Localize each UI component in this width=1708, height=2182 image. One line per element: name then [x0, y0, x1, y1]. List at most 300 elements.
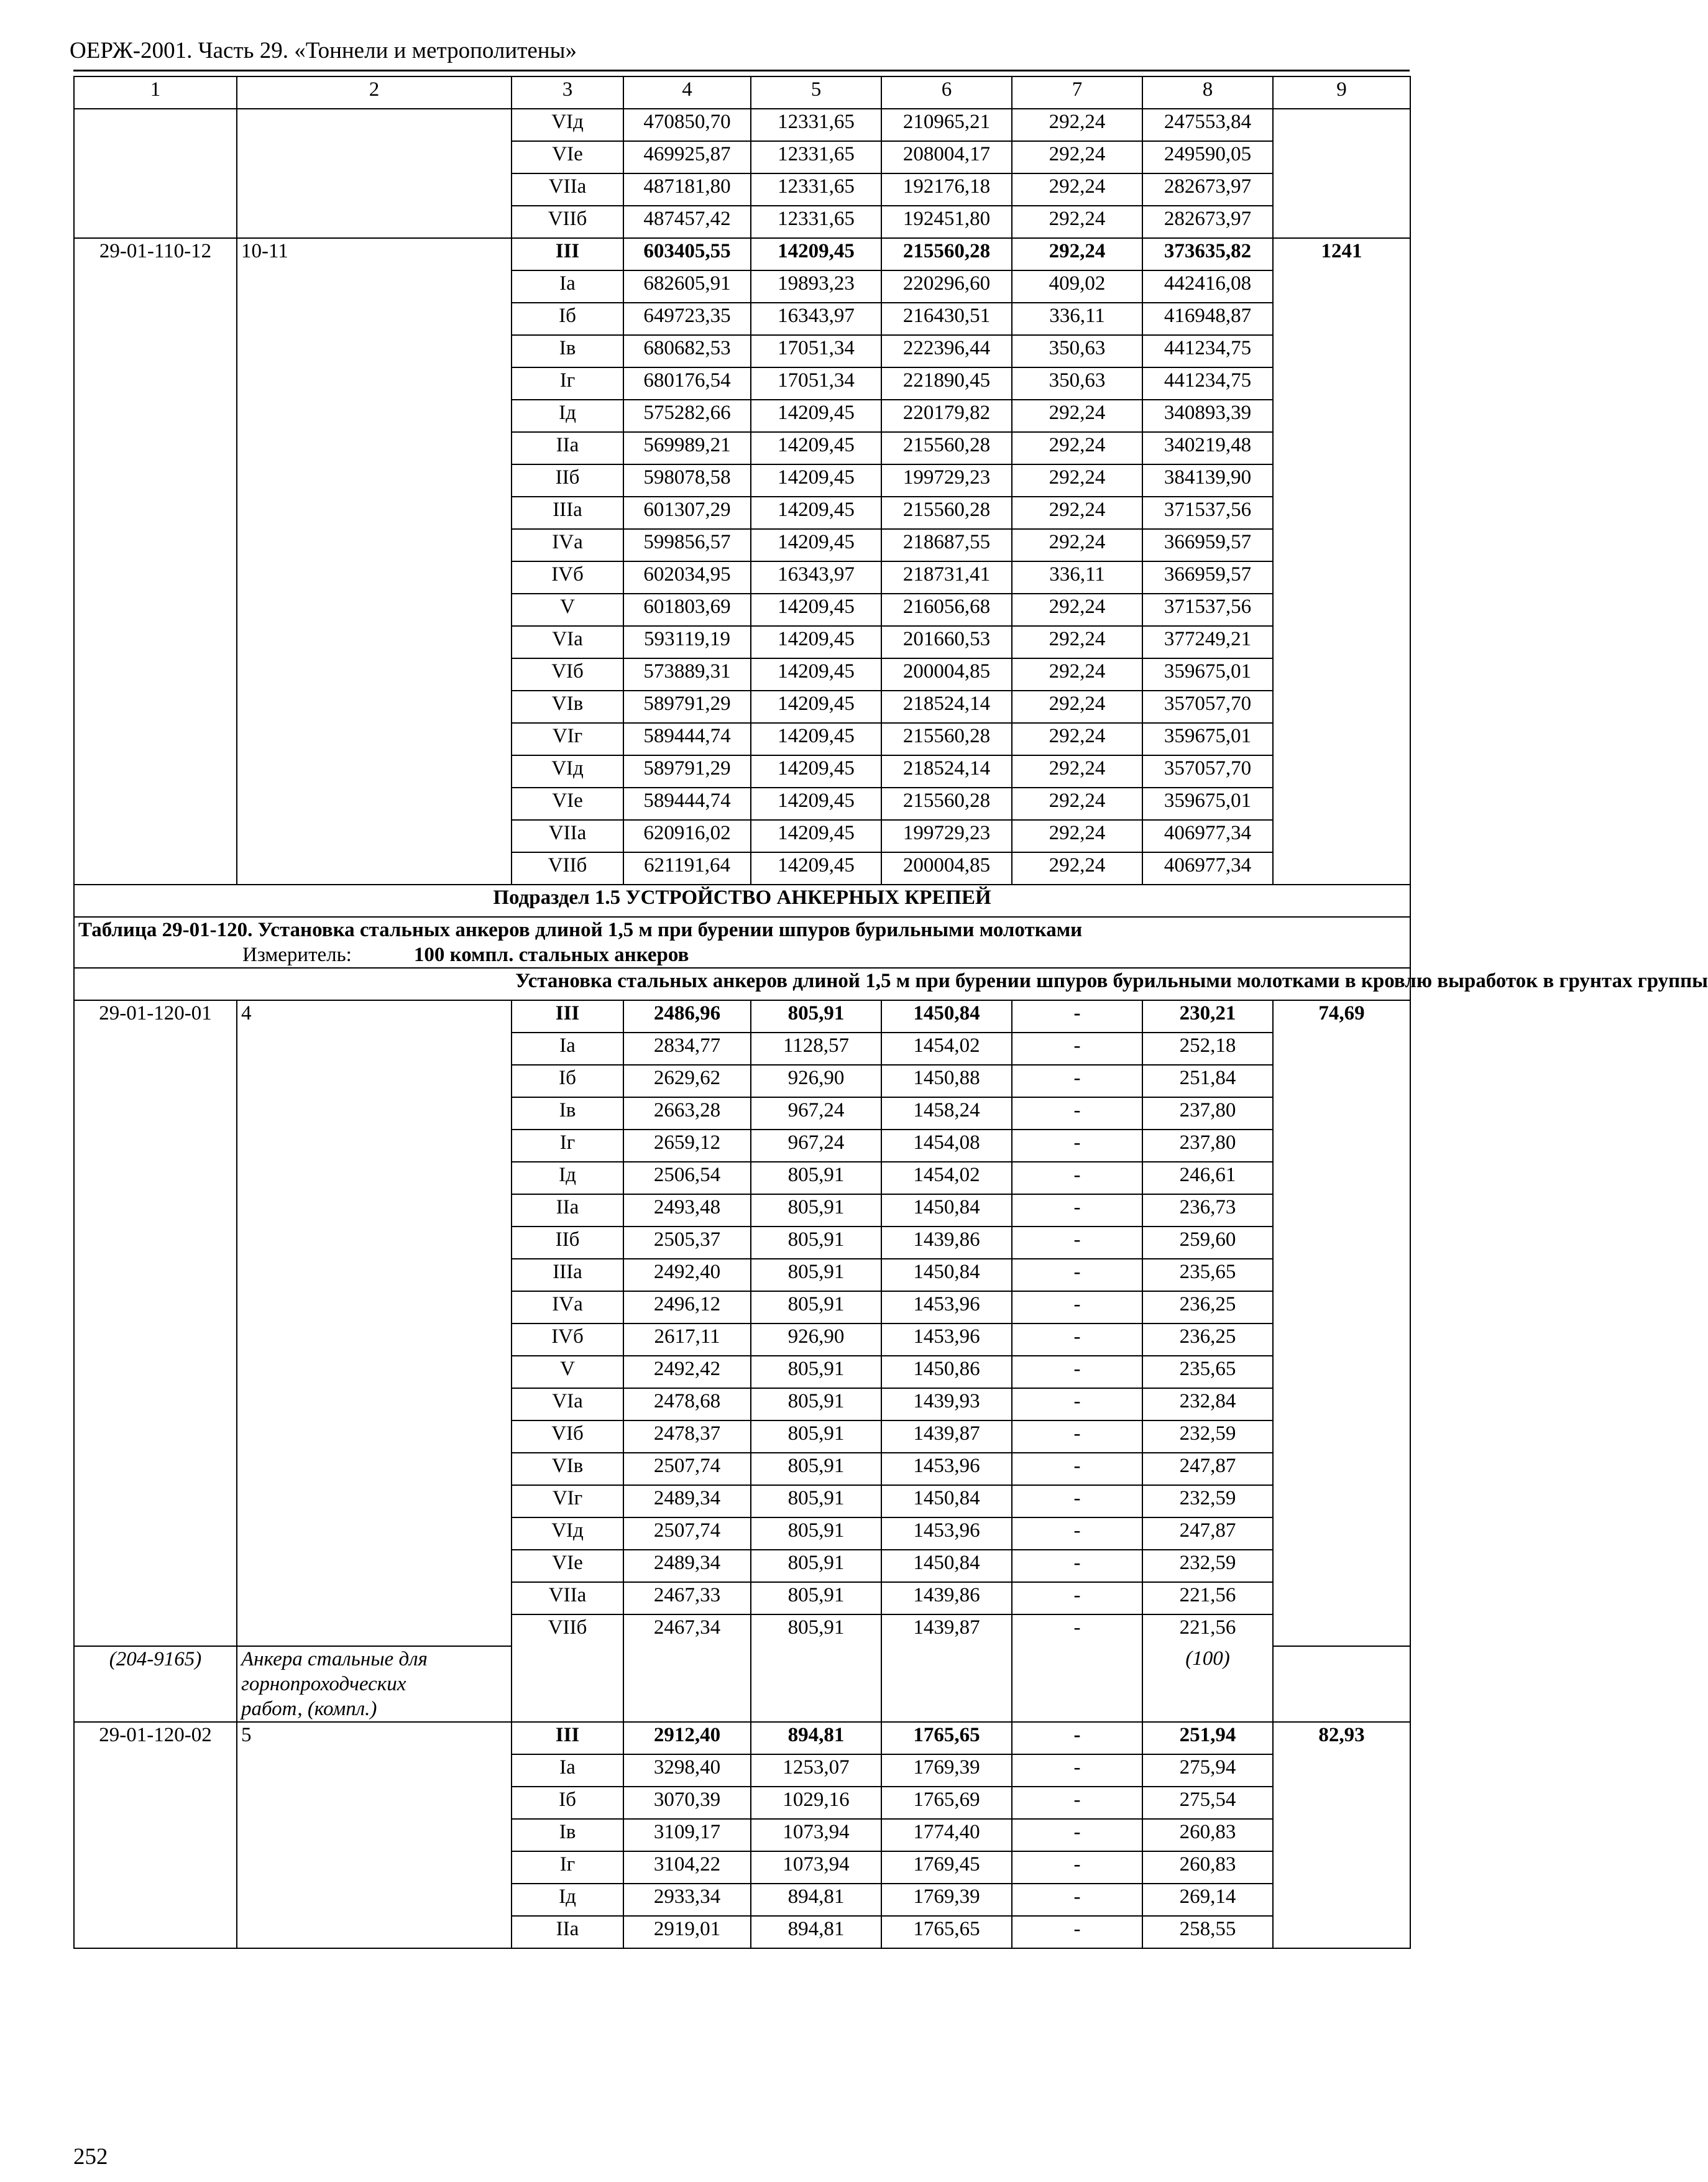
cost-value-c4: 2834,77	[623, 1033, 751, 1065]
work-param-cell	[237, 788, 512, 820]
labor-total-cell	[1273, 1130, 1410, 1162]
empty-cell	[751, 1646, 881, 1722]
work-param-cell	[237, 1227, 512, 1259]
table-row	[74, 561, 1410, 594]
cost-value-c7: -	[1012, 1097, 1142, 1130]
cost-value-c4: 601803,69	[623, 594, 751, 626]
soil-group: Iб	[512, 303, 623, 335]
cost-value-c6: 1453,96	[881, 1323, 1012, 1356]
work-param-cell	[237, 141, 512, 173]
cost-value-c8: 237,80	[1142, 1097, 1273, 1130]
soil-group: Iг	[512, 1130, 623, 1162]
rate-code-cell	[74, 464, 237, 497]
cost-value-c5: 14209,45	[751, 788, 881, 820]
cost-value-c5: 926,90	[751, 1323, 881, 1356]
cost-value-c6: 1774,40	[881, 1819, 1012, 1851]
soil-group: Iд	[512, 1884, 623, 1916]
table-row	[74, 335, 1410, 367]
cost-value-c6: 210965,21	[881, 109, 1012, 141]
cost-value-c7: 292,24	[1012, 464, 1142, 497]
cost-value-c8: 251,94	[1142, 1722, 1273, 1754]
cost-value-c5: 17051,34	[751, 367, 881, 400]
work-param-cell	[237, 432, 512, 464]
labor-total-cell	[1273, 594, 1410, 626]
soil-group: VIе	[512, 141, 623, 173]
cost-value-c5: 926,90	[751, 1065, 881, 1097]
labor-total-cell	[1273, 1485, 1410, 1517]
work-param-cell	[237, 1420, 512, 1453]
cost-value-c5: 805,91	[751, 1162, 881, 1194]
table-title: Таблица 29-01-120. Установка стальных анкеров длиной 1,5 м при бурении шпуров бурильными молотками	[78, 919, 1083, 941]
rate-code-cell	[74, 594, 237, 626]
cost-value-c6: 200004,85	[881, 852, 1012, 885]
subsection-title: Подраздел 1.5 УСТРОЙСТВО АНКЕРНЫХ КРЕПЕЙ	[74, 885, 1410, 917]
cost-value-c4: 2492,40	[623, 1259, 751, 1291]
rate-code: 29-01-120-02	[74, 1722, 237, 1754]
section-desc: Установка стальных анкеров длиной 1,5 м при бурении шпуров бурильными молотками в кровлю выработок в грунтах группы	[512, 968, 1410, 1000]
soil-group: VIб	[512, 1420, 623, 1453]
cost-value-c8: 442416,08	[1142, 270, 1273, 303]
cost-value-c4: 682605,91	[623, 270, 751, 303]
cost-value-c8: 247,87	[1142, 1517, 1273, 1550]
cost-value-c7: 292,24	[1012, 658, 1142, 691]
soil-group: IIб	[512, 1227, 623, 1259]
cost-value-c8: 260,83	[1142, 1851, 1273, 1884]
cost-value-c4: 603405,55	[623, 238, 751, 270]
cost-value-c8: 373635,82	[1142, 238, 1273, 270]
table-row	[74, 173, 1410, 206]
cost-value-c5: 14209,45	[751, 658, 881, 691]
column-number: 4	[623, 76, 751, 109]
work-param-cell	[237, 1550, 512, 1582]
table-row	[74, 367, 1410, 400]
cost-value-c7: 336,11	[1012, 303, 1142, 335]
cost-value-c4: 2507,74	[623, 1453, 751, 1485]
cost-value-c4: 3298,40	[623, 1754, 751, 1787]
column-number: 7	[1012, 76, 1142, 109]
cost-value-c4: 2617,11	[623, 1323, 751, 1356]
cost-value-c8: 232,59	[1142, 1485, 1273, 1517]
soil-group: IIа	[512, 1916, 623, 1948]
material-code: (204-9165)	[74, 1646, 237, 1722]
table-row	[74, 238, 1410, 270]
cost-value-c7: -	[1012, 1517, 1142, 1550]
cost-value-c7: -	[1012, 1356, 1142, 1388]
cost-value-c7: 292,24	[1012, 109, 1142, 141]
rate-code-cell	[74, 1485, 237, 1517]
rate-code-cell	[74, 1033, 237, 1065]
cost-value-c6: 216056,68	[881, 594, 1012, 626]
cost-value-c8: 230,21	[1142, 1000, 1273, 1033]
cost-value-c8: 236,25	[1142, 1323, 1273, 1356]
labor-total-cell	[1273, 561, 1410, 594]
table-row	[74, 432, 1410, 464]
work-param-cell	[237, 1097, 512, 1130]
rates-table	[73, 76, 1708, 1949]
work-param-cell	[237, 1388, 512, 1420]
cost-value-c5: 805,91	[751, 1550, 881, 1582]
cost-value-c4: 487181,80	[623, 173, 751, 206]
soil-group: VIа	[512, 1388, 623, 1420]
rate-code-cell	[74, 1453, 237, 1485]
measure-label: Измеритель:	[242, 944, 352, 966]
cost-value-c8: 406977,34	[1142, 820, 1273, 852]
soil-group: Iв	[512, 1819, 623, 1851]
table-row	[74, 141, 1410, 173]
table-row	[74, 1194, 1410, 1227]
cost-value-c4: 2507,74	[623, 1517, 751, 1550]
cost-value-c4: 2933,34	[623, 1884, 751, 1916]
labor-total-cell	[1273, 788, 1410, 820]
cost-value-c5: 805,91	[751, 1356, 881, 1388]
work-param-cell	[237, 1916, 512, 1948]
rate-code-cell	[74, 1130, 237, 1162]
table-row	[74, 820, 1410, 852]
table-row	[74, 1754, 1410, 1787]
cost-value-c6: 222396,44	[881, 335, 1012, 367]
cost-value-c5: 805,91	[751, 1000, 881, 1033]
cost-value-c5: 17051,34	[751, 335, 881, 367]
cost-value-c6: 1769,39	[881, 1754, 1012, 1787]
table-row	[74, 1582, 1410, 1614]
cost-value-c5: 12331,65	[751, 141, 881, 173]
table-row	[74, 1323, 1410, 1356]
work-param-cell	[237, 658, 512, 691]
rate-code-cell	[74, 1517, 237, 1550]
cost-value-c6: 221890,45	[881, 367, 1012, 400]
soil-group: Iв	[512, 335, 623, 367]
cost-value-c7: 292,24	[1012, 432, 1142, 464]
cost-value-c7: -	[1012, 1916, 1142, 1948]
cost-value-c4: 2489,34	[623, 1550, 751, 1582]
table-row	[74, 1130, 1410, 1162]
cost-value-c7: -	[1012, 1162, 1142, 1194]
soil-group: VIIб	[512, 1614, 623, 1646]
cost-value-c8: 377249,21	[1142, 626, 1273, 658]
work-param-cell	[237, 1851, 512, 1884]
cost-value-c7: 292,24	[1012, 497, 1142, 529]
soil-group: Iб	[512, 1065, 623, 1097]
cost-value-c6: 218687,55	[881, 529, 1012, 561]
cost-value-c4: 589444,74	[623, 788, 751, 820]
rate-code-cell	[74, 1356, 237, 1388]
cost-value-c7: -	[1012, 1754, 1142, 1787]
cost-value-c8: 416948,87	[1142, 303, 1273, 335]
cost-value-c6: 1454,02	[881, 1162, 1012, 1194]
soil-group: VIIб	[512, 206, 623, 238]
cost-value-c8: 406977,34	[1142, 852, 1273, 885]
cost-value-c5: 1128,57	[751, 1033, 881, 1065]
work-param-cell	[237, 561, 512, 594]
measure-line	[78, 942, 1406, 967]
cost-value-c8: 235,65	[1142, 1356, 1273, 1388]
soil-group: III	[512, 1000, 623, 1033]
labor-total-cell	[1273, 1851, 1410, 1884]
subsection-title-row	[74, 885, 1410, 917]
cost-value-c6: 1453,96	[881, 1517, 1012, 1550]
empty-cell	[623, 1646, 751, 1722]
table-row	[74, 1884, 1410, 1916]
labor-total-cell	[1273, 335, 1410, 367]
table-row	[74, 1097, 1410, 1130]
soil-group: Iа	[512, 1033, 623, 1065]
cost-value-c6: 1450,86	[881, 1356, 1012, 1388]
soil-group: IVа	[512, 529, 623, 561]
work-param-cell	[237, 1582, 512, 1614]
soil-group: Iа	[512, 1754, 623, 1787]
cost-value-c6: 201660,53	[881, 626, 1012, 658]
labor-total-cell	[1273, 1388, 1410, 1420]
cost-value-c6: 1450,84	[881, 1000, 1012, 1033]
table-row	[74, 1614, 1410, 1646]
labor-total-cell	[1273, 1065, 1410, 1097]
cost-value-c7: -	[1012, 1485, 1142, 1517]
labor-total: 82,93	[1273, 1722, 1410, 1754]
cost-value-c7: 292,24	[1012, 788, 1142, 820]
cost-value-c4: 680176,54	[623, 367, 751, 400]
work-param-cell	[237, 367, 512, 400]
cost-value-c7: -	[1012, 1388, 1142, 1420]
soil-group: III	[512, 238, 623, 270]
rate-code-cell	[74, 335, 237, 367]
cost-value-c7: 292,24	[1012, 141, 1142, 173]
rate-code-cell	[74, 1065, 237, 1097]
cost-value-c4: 589791,29	[623, 755, 751, 788]
table-row	[74, 1356, 1410, 1388]
rate-code-cell	[74, 173, 237, 206]
cost-value-c5: 14209,45	[751, 594, 881, 626]
cost-value-c4: 649723,35	[623, 303, 751, 335]
cost-value-c6: 208004,17	[881, 141, 1012, 173]
labor-total-cell	[1273, 497, 1410, 529]
table-row	[74, 755, 1410, 788]
cost-value-c5: 1029,16	[751, 1787, 881, 1819]
cost-value-c7: -	[1012, 1000, 1142, 1033]
soil-group: VIд	[512, 1517, 623, 1550]
cost-value-c5: 1073,94	[751, 1851, 881, 1884]
rate-code-cell	[74, 497, 237, 529]
cost-value-c7: 292,24	[1012, 238, 1142, 270]
cost-value-c7: 292,24	[1012, 529, 1142, 561]
cost-value-c8: 282673,97	[1142, 173, 1273, 206]
soil-group: IIа	[512, 432, 623, 464]
cost-value-c8: 221,56	[1142, 1614, 1273, 1646]
cost-value-c7: 292,24	[1012, 691, 1142, 723]
soil-group: IIIа	[512, 1259, 623, 1291]
rate-code	[74, 109, 237, 141]
table-row	[74, 594, 1410, 626]
labor-total-cell	[1273, 691, 1410, 723]
cost-value-c7: -	[1012, 1130, 1142, 1162]
cost-value-c5: 805,91	[751, 1453, 881, 1485]
cost-value-c5: 894,81	[751, 1884, 881, 1916]
labor-total-cell	[1273, 206, 1410, 238]
rate-code-cell	[74, 432, 237, 464]
cost-value-c4: 2659,12	[623, 1130, 751, 1162]
cost-value-c4: 598078,58	[623, 464, 751, 497]
empty-cell	[512, 1646, 623, 1722]
cost-value-c7: 292,24	[1012, 852, 1142, 885]
cost-value-c6: 1765,65	[881, 1722, 1012, 1754]
table-row	[74, 1065, 1410, 1097]
soil-group: VIIб	[512, 852, 623, 885]
cost-value-c7: 350,63	[1012, 335, 1142, 367]
cost-value-c8: 247,87	[1142, 1453, 1273, 1485]
soil-group: VIIа	[512, 820, 623, 852]
table-title-cell	[74, 917, 1410, 968]
cost-value-c4: 2496,12	[623, 1291, 751, 1323]
soil-group: IVб	[512, 1323, 623, 1356]
cost-value-c7: -	[1012, 1420, 1142, 1453]
cost-value-c6: 1769,45	[881, 1851, 1012, 1884]
cost-value-c7: 292,24	[1012, 206, 1142, 238]
cost-value-c5: 805,91	[751, 1227, 881, 1259]
cost-value-c8: 237,80	[1142, 1130, 1273, 1162]
labor-total-cell	[1273, 1291, 1410, 1323]
table-row	[74, 788, 1410, 820]
cost-value-c5: 12331,65	[751, 109, 881, 141]
empty-cell	[1273, 1646, 1410, 1722]
column-number: 8	[1142, 76, 1273, 109]
column-number: 6	[881, 76, 1012, 109]
cost-value-c4: 589444,74	[623, 723, 751, 755]
rate-code-cell	[74, 367, 237, 400]
cost-value-c4: 602034,95	[623, 561, 751, 594]
soil-group: VIв	[512, 1453, 623, 1485]
cost-value-c5: 1253,07	[751, 1754, 881, 1787]
cost-value-c6: 218731,41	[881, 561, 1012, 594]
cost-value-c4: 593119,19	[623, 626, 751, 658]
table-row	[74, 1291, 1410, 1323]
soil-group: VIг	[512, 1485, 623, 1517]
cost-value-c8: 249590,05	[1142, 141, 1273, 173]
cost-value-c4: 621191,64	[623, 852, 751, 885]
labor-total-cell	[1273, 1323, 1410, 1356]
column-number: 5	[751, 76, 881, 109]
cost-value-c7: 292,24	[1012, 173, 1142, 206]
cost-value-c4: 599856,57	[623, 529, 751, 561]
rate-code-cell	[74, 723, 237, 755]
work-param-cell	[237, 1787, 512, 1819]
cost-value-c7: -	[1012, 1787, 1142, 1819]
labor-total: 74,69	[1273, 1000, 1410, 1033]
rate-code-cell	[74, 1851, 237, 1884]
cost-value-c5: 805,91	[751, 1291, 881, 1323]
soil-group: V	[512, 1356, 623, 1388]
cost-value-c6: 1439,93	[881, 1388, 1012, 1420]
cost-value-c8: 260,83	[1142, 1819, 1273, 1851]
rate-code-cell	[74, 561, 237, 594]
cost-value-c5: 805,91	[751, 1194, 881, 1227]
labor-total-cell	[1273, 367, 1410, 400]
cost-value-c5: 14209,45	[751, 755, 881, 788]
table-row	[74, 206, 1410, 238]
work-param-cell	[237, 1259, 512, 1291]
cost-value-c8: 357057,70	[1142, 755, 1273, 788]
cost-value-c8: 384139,90	[1142, 464, 1273, 497]
rate-code-cell	[74, 1754, 237, 1787]
cost-value-c7: -	[1012, 1453, 1142, 1485]
cost-value-c6: 1769,39	[881, 1884, 1012, 1916]
cost-value-c5: 805,91	[751, 1485, 881, 1517]
cost-value-c6: 215560,28	[881, 723, 1012, 755]
table-row	[74, 464, 1410, 497]
cost-value-c4: 2629,62	[623, 1065, 751, 1097]
cost-value-c6: 1439,87	[881, 1614, 1012, 1646]
cost-value-c7: -	[1012, 1582, 1142, 1614]
table-row	[74, 1517, 1410, 1550]
rate-code-cell	[74, 1162, 237, 1194]
cost-value-c4: 2919,01	[623, 1916, 751, 1948]
labor-total-cell	[1273, 1453, 1410, 1485]
table-row	[74, 691, 1410, 723]
cost-value-c4: 2492,42	[623, 1356, 751, 1388]
labor-total-cell	[1273, 141, 1410, 173]
cost-value-c6: 220296,60	[881, 270, 1012, 303]
material-qty: (100)	[1142, 1646, 1273, 1722]
cost-value-c4: 2506,54	[623, 1162, 751, 1194]
cost-value-c8: 252,18	[1142, 1033, 1273, 1065]
soil-group: Iд	[512, 1162, 623, 1194]
empty-cell	[74, 968, 512, 1000]
table-row	[74, 723, 1410, 755]
cost-value-c6: 1453,96	[881, 1453, 1012, 1485]
work-param-cell	[237, 1819, 512, 1851]
rate-code-cell	[74, 206, 237, 238]
soil-group: VIд	[512, 755, 623, 788]
cost-value-c6: 215560,28	[881, 238, 1012, 270]
labor-total-cell	[1273, 1420, 1410, 1453]
rate-code-cell	[74, 270, 237, 303]
table-row	[74, 1722, 1410, 1754]
soil-group: VIд	[512, 109, 623, 141]
cost-value-c6: 1458,24	[881, 1097, 1012, 1130]
cost-value-c6: 1765,69	[881, 1787, 1012, 1819]
work-param-cell	[237, 1485, 512, 1517]
work-param-cell	[237, 1130, 512, 1162]
table-row	[74, 1259, 1410, 1291]
cost-value-c6: 215560,28	[881, 788, 1012, 820]
cost-value-c6: 220179,82	[881, 400, 1012, 432]
cost-value-c6: 215560,28	[881, 432, 1012, 464]
work-param-cell	[237, 1517, 512, 1550]
work-param-cell	[237, 691, 512, 723]
cost-value-c8: 269,14	[1142, 1884, 1273, 1916]
table-row	[74, 1851, 1410, 1884]
cost-value-c6: 215560,28	[881, 497, 1012, 529]
cost-value-c6: 1450,84	[881, 1259, 1012, 1291]
cost-value-c4: 3109,17	[623, 1819, 751, 1851]
cost-value-c6: 192451,80	[881, 206, 1012, 238]
cost-value-c6: 218524,14	[881, 691, 1012, 723]
cost-value-c5: 14209,45	[751, 626, 881, 658]
rate-code-cell	[74, 1614, 237, 1646]
cost-value-c8: 371537,56	[1142, 497, 1273, 529]
cost-value-c6: 216430,51	[881, 303, 1012, 335]
rate-code-cell	[74, 1194, 237, 1227]
soil-group: VIе	[512, 788, 623, 820]
work-param-cell	[237, 335, 512, 367]
cost-value-c8: 359675,01	[1142, 658, 1273, 691]
table-row	[74, 1787, 1410, 1819]
cost-value-c7: 350,63	[1012, 367, 1142, 400]
cost-value-c4: 573889,31	[623, 658, 751, 691]
labor-total: 1241	[1273, 238, 1410, 270]
work-param-cell	[237, 626, 512, 658]
soil-group: Iв	[512, 1097, 623, 1130]
cost-value-c4: 620916,02	[623, 820, 751, 852]
rate-code-cell	[74, 691, 237, 723]
